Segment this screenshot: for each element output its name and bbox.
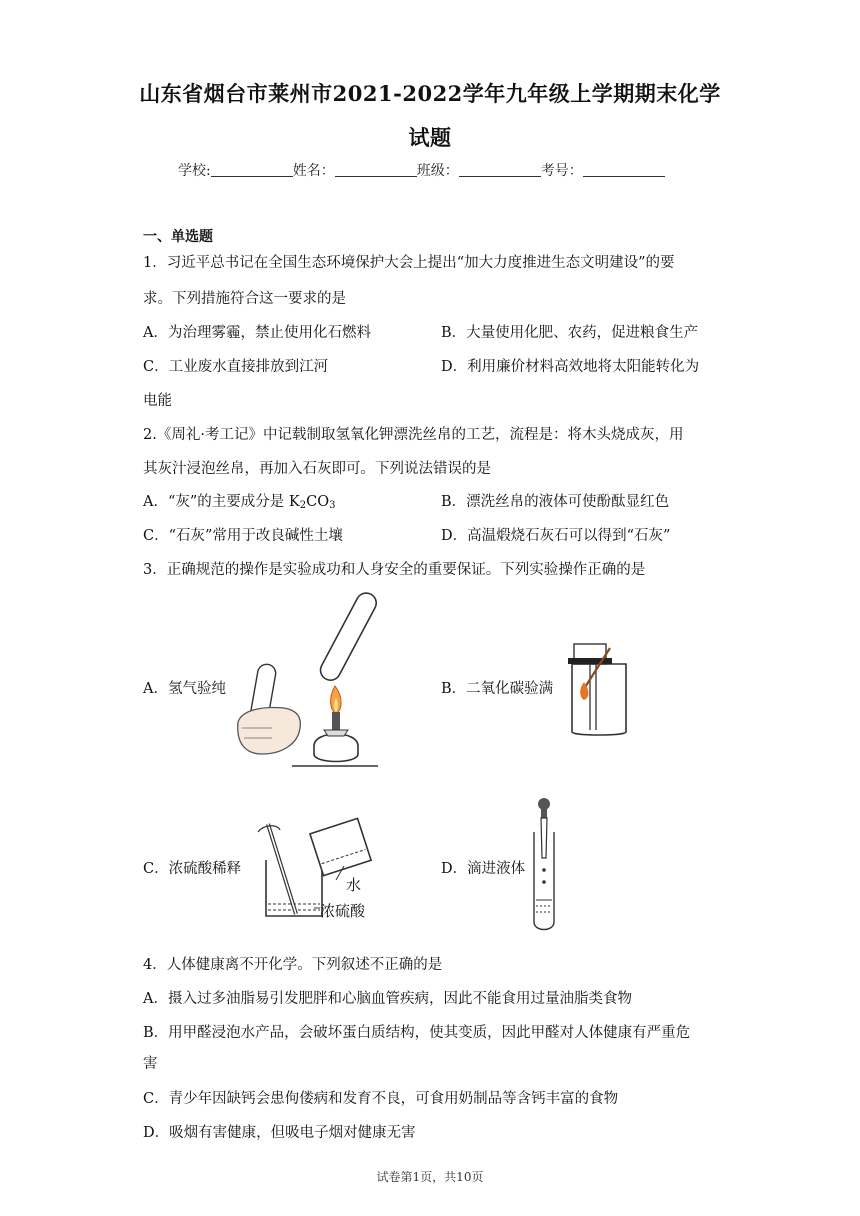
label-water: 水 xyxy=(346,876,362,894)
q1-option-c: C．工业废水直接排放到江河 xyxy=(143,359,329,375)
q2-option-a-sub1: 2 xyxy=(299,500,307,511)
school-label: 学校: xyxy=(178,163,211,179)
q4-option-b-cont: 害 xyxy=(143,1056,158,1072)
q3-option-c: C．浓硫酸稀释 xyxy=(143,861,242,877)
q2-option-b: B．漂洗丝帛的液体可使酚酞显红色 xyxy=(441,494,670,510)
section-heading: 一、单选题 xyxy=(143,229,213,245)
q1-stem-line1: 1．习近平总书记在全国生态环境保护大会上提出“加大力度推进生态文明建设”的要 xyxy=(143,255,675,271)
q2-stem-line2: 其灰汁浸泡丝帛，再加入石灰即可。下列说法错误的是 xyxy=(143,461,491,477)
exam-title-line1: 山东省烟台市莱州市2021-2022学年九年级上学期期末化学 xyxy=(139,81,721,106)
q2-option-a-text2: CO xyxy=(306,494,330,510)
q2-option-a xyxy=(143,490,335,511)
q1-option-d: D．利用廉价材料高效地将太阳能转化为 xyxy=(441,359,700,375)
q4-option-b: B．用甲醛浸泡水产品，会破坏蛋白质结构，使其变质，因此甲醛对人体健康有严重危 xyxy=(143,1025,691,1041)
label-conc-acid: 浓硫酸 xyxy=(320,902,366,920)
figure-co2-test xyxy=(568,640,630,738)
q4-option-a: A．摄入过多油脂易引发肥胖和心脑血管疾病，因此不能食用过量油脂类食物 xyxy=(143,991,632,1007)
q1-option-d-cont: 电能 xyxy=(143,393,172,409)
exam-no-label: 考号： xyxy=(540,163,583,179)
q2-stem-line1: 2.《周礼·考工记》中记载制取氢氧化钾漂洗丝帛的工艺，流程是：将木头烧成灰，用 xyxy=(143,427,684,443)
q4-stem: 4．人体健康离不开化学。下列叙述不正确的是 xyxy=(143,957,443,973)
figure-hydrogen-test xyxy=(232,594,380,774)
q2-option-d: D．高温煅烧石灰石可以得到“石灰” xyxy=(441,528,671,544)
page-footer: 试卷第1页，共10页 xyxy=(376,1170,484,1184)
exam-no-blank xyxy=(583,176,665,177)
q1-option-b: B．大量使用化肥、农药，促进粮食生产 xyxy=(441,325,699,341)
school-blank xyxy=(211,176,293,177)
q2-option-a-sub2: 3 xyxy=(329,500,336,511)
q1-stem-line2: 求。下列措施符合这一要求的是 xyxy=(143,291,346,307)
student-info-line xyxy=(178,160,665,180)
name-blank xyxy=(335,176,417,177)
q2-option-c: C．“石灰”常用于改良碱性土壤 xyxy=(143,528,343,544)
class-label: 班级： xyxy=(416,163,459,179)
q3-option-d: D．滴进液体 xyxy=(441,861,526,877)
q4-option-d: D．吸烟有害健康，但吸电子烟对健康无害 xyxy=(143,1125,416,1141)
figure-acid-dilution xyxy=(254,818,394,926)
exam-title-line2: 试题 xyxy=(408,125,452,150)
q3-option-b: B．二氧化碳验满 xyxy=(441,681,554,697)
q1-option-a: A．为治理雾霾，禁止使用化石燃料 xyxy=(143,325,371,341)
figure-dropper xyxy=(530,796,560,934)
class-blank xyxy=(459,176,541,177)
name-label: 姓名： xyxy=(292,163,335,179)
q3-stem: 3．正确规范的操作是实验成功和人身安全的重要保证。下列实验操作正确的是 xyxy=(143,562,646,578)
q4-option-c: C．青少年因缺钙会患佝偻病和发育不良，可食用奶制品等含钙丰富的食物 xyxy=(143,1091,619,1107)
q2-option-a-text: A．“灰”的主要成分是 K xyxy=(143,494,300,510)
q3-option-a: A．氢气验纯 xyxy=(143,681,226,697)
